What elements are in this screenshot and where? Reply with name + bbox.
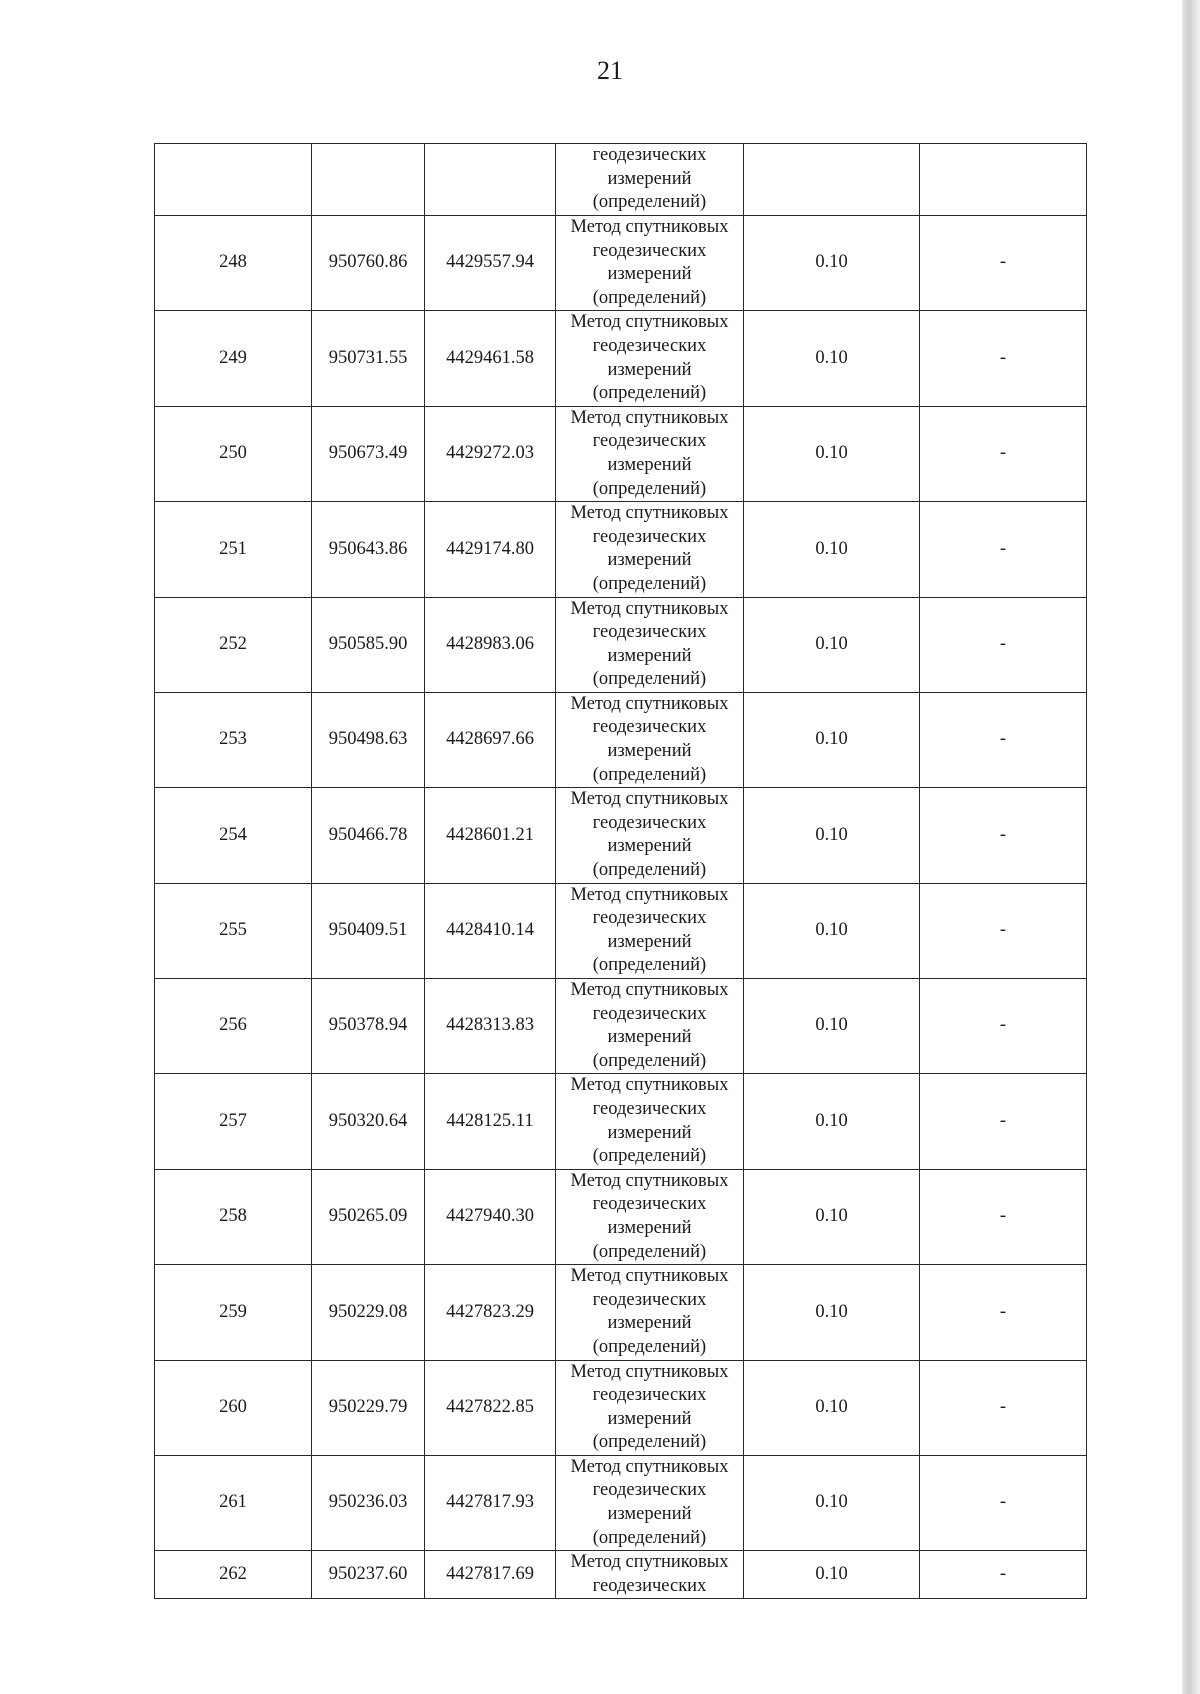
cell-note: - (920, 1360, 1087, 1455)
cell-method (556, 1551, 744, 1599)
cell-point-id: 250 (155, 406, 312, 501)
method-text: Метод спутниковых геодезических измерений (определений) (570, 503, 729, 594)
cell-x: 950320.64 (312, 1074, 425, 1169)
cell-method (556, 1360, 744, 1455)
method-text: Метод спутниковых геодезических измерений (определений) (570, 1456, 729, 1548)
cell-point-id: 258 (155, 1169, 312, 1264)
cell-precision: 0.10 (744, 1169, 920, 1264)
cell-note: - (920, 692, 1087, 787)
cell-point-id: 262 (155, 1551, 312, 1599)
cell-x: 950237.60 (312, 1551, 425, 1599)
method-text: Метод спутниковых геодезических измерений (определений) (570, 789, 729, 881)
cell-method (556, 788, 744, 883)
cell-method (556, 502, 744, 597)
cell-method (556, 216, 744, 311)
table-row (155, 883, 1087, 978)
cell-y: 4428125.11 (425, 1074, 556, 1169)
table-row (155, 979, 1087, 1074)
table-row (155, 788, 1087, 883)
cell-point-id: 260 (155, 1360, 312, 1455)
cell-x: 950236.03 (312, 1455, 425, 1550)
table-row (155, 502, 1087, 597)
method-text: Метод спутниковых геодезических измерений (определений) (570, 980, 729, 1071)
method-text: Метод спутниковых геодезических измерений (определений) (570, 1170, 729, 1262)
method-text: Метод спутниковых геодезических измерений (определений) (570, 598, 729, 690)
cell-x (312, 144, 425, 216)
cell-method (556, 144, 744, 216)
cell-point-id: 252 (155, 597, 312, 692)
cell-precision: 0.10 (744, 883, 920, 978)
cell-method (556, 597, 744, 692)
coordinates-table (154, 143, 1087, 1599)
method-text: Метод спутниковых геодезических измерений (определений) (570, 1266, 729, 1357)
page-edge-shadow (1182, 0, 1200, 1694)
table-row (155, 311, 1087, 406)
method-text: Метод спутниковых геодезических измерений (определений) (570, 884, 729, 976)
cell-x: 950498.63 (312, 692, 425, 787)
method-text: Метод спутниковых геодезических (570, 1552, 729, 1596)
table-row-continued (155, 144, 1087, 216)
cell-note: - (920, 1551, 1087, 1599)
cell-y: 4428601.21 (425, 788, 556, 883)
cell-point-id: 255 (155, 883, 312, 978)
cell-y: 4428410.14 (425, 883, 556, 978)
method-text: геодезических измерений (определений) (592, 145, 707, 213)
cell-point-id: 254 (155, 788, 312, 883)
cell-note: - (920, 597, 1087, 692)
cell-method (556, 1074, 744, 1169)
cell-y: 4427817.93 (425, 1455, 556, 1550)
cell-x: 950265.09 (312, 1169, 425, 1264)
method-text: Метод спутниковых геодезических измерений (определений) (570, 1075, 729, 1167)
cell-x: 950643.86 (312, 502, 425, 597)
cell-x: 950229.79 (312, 1360, 425, 1455)
cell-precision: 0.10 (744, 216, 920, 311)
method-text: Метод спутниковых геодезических измерений (определений) (570, 1361, 729, 1453)
cell-note: - (920, 406, 1087, 501)
cell-point-id: 259 (155, 1265, 312, 1360)
cell-y: 4428313.83 (425, 979, 556, 1074)
cell-method (556, 883, 744, 978)
cell-note: - (920, 979, 1087, 1074)
table-row (155, 1360, 1087, 1455)
cell-method (556, 692, 744, 787)
cell-method (556, 1169, 744, 1264)
cell-x: 950585.90 (312, 597, 425, 692)
cell-precision: 0.10 (744, 406, 920, 501)
cell-y: 4427822.85 (425, 1360, 556, 1455)
cell-x: 950378.94 (312, 979, 425, 1074)
cell-precision: 0.10 (744, 692, 920, 787)
cell-point-id: 261 (155, 1455, 312, 1550)
method-text: Метод спутниковых геодезических измерений (определений) (570, 312, 729, 404)
table-row (155, 1074, 1087, 1169)
cell-y: 4429174.80 (425, 502, 556, 597)
cell-precision: 0.10 (744, 788, 920, 883)
cell-precision: 0.10 (744, 1455, 920, 1550)
cell-precision: 0.10 (744, 1074, 920, 1169)
cell-y: 4429272.03 (425, 406, 556, 501)
cell-note: - (920, 1265, 1087, 1360)
cell-y: 4427823.29 (425, 1265, 556, 1360)
cell-note: - (920, 883, 1087, 978)
cell-x: 950229.08 (312, 1265, 425, 1360)
cell-note (920, 144, 1087, 216)
cell-note: - (920, 311, 1087, 406)
cell-method (556, 1265, 744, 1360)
cell-point-id: 249 (155, 311, 312, 406)
cell-y: 4427940.30 (425, 1169, 556, 1264)
table-row (155, 1265, 1087, 1360)
cell-precision (744, 144, 920, 216)
cell-y (425, 144, 556, 216)
cell-precision: 0.10 (744, 311, 920, 406)
cell-point-id (155, 144, 312, 216)
cell-point-id: 257 (155, 1074, 312, 1169)
method-text: Метод спутниковых геодезических измерений (определений) (570, 217, 729, 308)
cell-precision: 0.10 (744, 979, 920, 1074)
cell-precision: 0.10 (744, 502, 920, 597)
method-text: Метод спутниковых геодезических измерений (определений) (570, 407, 729, 499)
cell-precision: 0.10 (744, 597, 920, 692)
cell-y: 4429461.58 (425, 311, 556, 406)
cell-x: 950731.55 (312, 311, 425, 406)
cell-y: 4428697.66 (425, 692, 556, 787)
cell-precision: 0.10 (744, 1551, 920, 1599)
cell-precision: 0.10 (744, 1360, 920, 1455)
cell-y: 4428983.06 (425, 597, 556, 692)
cell-note: - (920, 1074, 1087, 1169)
cell-x: 950409.51 (312, 883, 425, 978)
cell-point-id: 248 (155, 216, 312, 311)
cell-point-id: 256 (155, 979, 312, 1074)
cell-y: 4429557.94 (425, 216, 556, 311)
cell-note: - (920, 502, 1087, 597)
method-text: Метод спутниковых геодезических измерений (определений) (570, 693, 729, 785)
table-row (155, 1169, 1087, 1264)
cell-method (556, 311, 744, 406)
cell-note: - (920, 216, 1087, 311)
cell-x: 950673.49 (312, 406, 425, 501)
cell-method (556, 406, 744, 501)
cell-y: 4427817.69 (425, 1551, 556, 1599)
page-number: 21 (597, 56, 623, 85)
table-row (155, 692, 1087, 787)
cell-x: 950466.78 (312, 788, 425, 883)
table-row (155, 1455, 1087, 1550)
cell-precision: 0.10 (744, 1265, 920, 1360)
cell-note: - (920, 788, 1087, 883)
table-row-last (155, 1551, 1087, 1599)
table-row (155, 406, 1087, 501)
cell-point-id: 251 (155, 502, 312, 597)
table-row (155, 216, 1087, 311)
table-row (155, 597, 1087, 692)
cell-method (556, 979, 744, 1074)
cell-note: - (920, 1169, 1087, 1264)
cell-method (556, 1455, 744, 1550)
table-rows (155, 216, 1087, 1551)
cell-x: 950760.86 (312, 216, 425, 311)
cell-point-id: 253 (155, 692, 312, 787)
cell-note: - (920, 1455, 1087, 1550)
